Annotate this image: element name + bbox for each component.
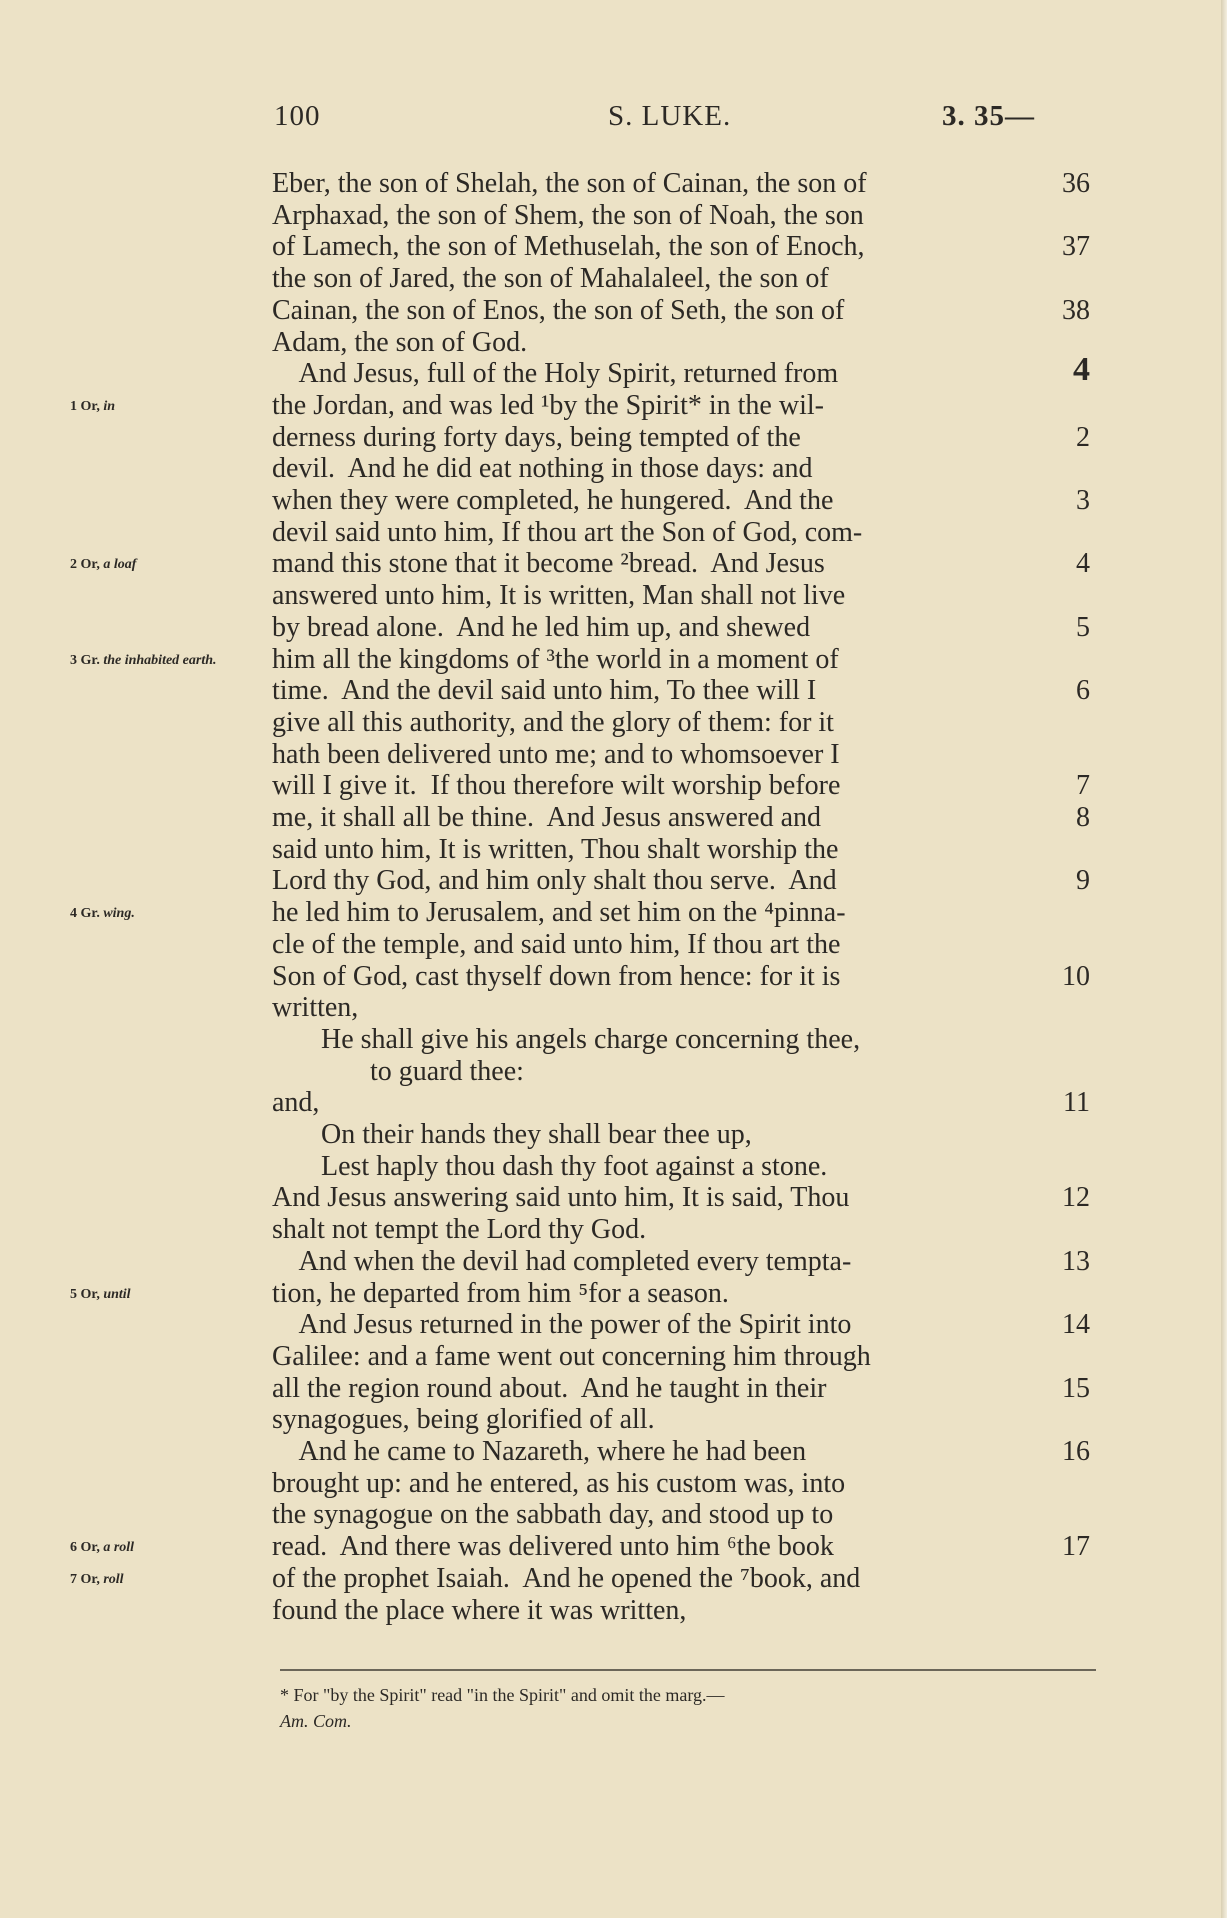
- line-text: shalt not tempt the Lord thy God.: [272, 1214, 647, 1246]
- line-text: And when the devil had completed every tempta-: [272, 1245, 852, 1277]
- text-line: [272, 1151, 1090, 1183]
- text-line: [272, 770, 1090, 802]
- page-edge: [1221, 0, 1227, 1918]
- text-line: [272, 231, 1090, 263]
- line-text: him all the kingdoms of ³the world in a moment of: [272, 643, 839, 675]
- line-text: me, it shall all be thine. And Jesus answered and: [272, 802, 821, 833]
- text-line: [272, 1468, 1090, 1500]
- note-number: 4: [70, 906, 77, 922]
- text-line: [272, 834, 1090, 866]
- text-line: [272, 1373, 1090, 1405]
- text-line: [272, 1024, 1090, 1056]
- footnote-text: * For "by the Spirit" read "in the Spirit" and omit the marg.—: [280, 1685, 725, 1705]
- text-line: [272, 485, 1090, 517]
- page-number: 100: [274, 100, 321, 132]
- verse-number: 17: [1062, 1531, 1090, 1563]
- note-text: a roll: [103, 1540, 135, 1556]
- line-text: Eber, the son of Shelah, the son of Cainan, the son of: [272, 168, 867, 199]
- margin-note: [70, 1286, 260, 1303]
- text-line: [272, 1531, 1090, 1563]
- note-text: roll: [103, 1571, 124, 1587]
- footnote: [280, 1682, 1090, 1734]
- verse-number: 11: [1063, 1087, 1090, 1119]
- text-line: [272, 168, 1090, 200]
- line-text: brought up: and he entered, as his custom was, into: [272, 1467, 846, 1499]
- text-line: [272, 865, 1090, 897]
- note-text: until: [103, 1286, 131, 1302]
- line-text: he led him to Jerusalem, and set him on the ⁴pinna-: [272, 897, 846, 929]
- text-line: [272, 1563, 1090, 1595]
- text-line: [272, 295, 1090, 327]
- note-number: 3: [70, 652, 77, 668]
- text-line: [272, 580, 1090, 612]
- verse-number: 9: [1076, 865, 1090, 897]
- text-line: [272, 675, 1090, 707]
- line-text: the son of Jared, the son of Mahalaleel, the son of: [272, 263, 829, 295]
- note-number: 7: [70, 1571, 77, 1587]
- line-text: when they were completed, he hungered. And the: [272, 485, 834, 516]
- text-line: [272, 1436, 1090, 1468]
- text-line: [272, 1087, 1090, 1119]
- text-line: [272, 1309, 1090, 1341]
- line-text: Cainan, the son of Enos, the son of Seth, the son of: [272, 294, 845, 326]
- note-text: in: [103, 398, 116, 414]
- line-text: the synagogue on the sabbath day, and stood up to: [272, 1499, 834, 1531]
- note-text: wing.: [103, 906, 135, 922]
- text-line: [272, 263, 1090, 295]
- note-number: 5: [70, 1286, 77, 1302]
- footnote-source: Am. Com.: [280, 1711, 352, 1731]
- note-label: Or,: [80, 398, 100, 414]
- line-text: all the region round about. And he taught in their: [272, 1372, 827, 1404]
- line-text: the Jordan, and was led ¹by the Spirit* in the wil-: [272, 389, 824, 421]
- line-text: of the prophet Isaiah. And he opened the ⁷book, and: [272, 1562, 861, 1594]
- chapter-number: 4: [1073, 351, 1090, 389]
- line-text: Arphaxad, the son of Shem, the son of Noah, the son: [272, 199, 864, 231]
- verse-number: 4: [1076, 548, 1090, 580]
- text-line: [272, 390, 1090, 422]
- text-line: [272, 1341, 1090, 1373]
- verse-number: 3: [1076, 485, 1090, 516]
- line-text: And Jesus answering said unto him, It is said, Thou: [272, 1182, 850, 1214]
- verse-number: 2: [1076, 421, 1090, 453]
- line-text: Son of God, cast thyself down from hence: for it is: [272, 960, 841, 992]
- line-text: And Jesus returned in the power of the Spirit into: [272, 1309, 852, 1341]
- text-line: [272, 1214, 1090, 1246]
- verse-number: 12: [1062, 1182, 1090, 1214]
- text-line: [272, 1056, 1090, 1088]
- text-line: [272, 1278, 1090, 1310]
- text-line: [272, 517, 1090, 549]
- text-line: [272, 644, 1090, 676]
- note-number: 1: [70, 398, 77, 414]
- text-line: [272, 961, 1090, 993]
- line-text: On their hands they shall bear thee up,: [272, 1119, 752, 1150]
- line-text: derness during forty days, being tempted of the: [272, 421, 801, 453]
- line-text: answered unto him, It is written, Man shall not live: [272, 580, 846, 612]
- line-text: mand this stone that it become ²bread. And Jesus: [272, 548, 825, 580]
- text-line: [272, 802, 1090, 834]
- text-line: [272, 200, 1090, 232]
- chapter-reference: 3. 35—: [942, 100, 1035, 132]
- note-label: Or,: [80, 557, 100, 573]
- text-line: [272, 612, 1090, 644]
- verse-number: 13: [1062, 1245, 1090, 1277]
- text-line: [272, 327, 1090, 359]
- verse-number: 37: [1062, 231, 1090, 263]
- text-line: [272, 422, 1090, 454]
- line-text: will I give it. If thou therefore wilt worship before: [272, 770, 841, 802]
- verse-number: 8: [1076, 802, 1090, 833]
- note-label: Gr.: [80, 652, 100, 668]
- margin-note: [70, 1571, 260, 1588]
- text-line: [272, 1119, 1090, 1151]
- line-text: devil. And he did eat nothing in those days: and: [272, 453, 813, 485]
- verse-number: 15: [1062, 1372, 1090, 1404]
- line-text: cle of the temple, and said unto him, If thou art the: [272, 928, 841, 960]
- verse-number: 14: [1062, 1309, 1090, 1341]
- line-text: Lord thy God, and him only shalt thou serve. And: [272, 865, 837, 897]
- text-line: [272, 1595, 1090, 1627]
- line-text: found the place where it was written,: [272, 1594, 687, 1626]
- text-line: [272, 992, 1090, 1024]
- margin-note: [70, 652, 260, 669]
- text-line: [272, 929, 1090, 961]
- margin-note: [70, 1539, 260, 1556]
- line-text: He shall give his angels charge concerning thee,: [272, 1023, 861, 1055]
- book-title: S. LUKE.: [608, 100, 732, 132]
- verse-number: 16: [1062, 1436, 1090, 1467]
- footnote-rule: [280, 1669, 1096, 1671]
- line-text: Lest haply thou dash thy foot against a stone.: [272, 1150, 828, 1182]
- line-text: tion, he departed from him ⁵for a season.: [272, 1277, 729, 1309]
- text-line: [272, 1404, 1090, 1436]
- text-line: [272, 707, 1090, 739]
- text-line: [272, 897, 1090, 929]
- line-text: devil said unto him, If thou art the Son of God, com-: [272, 516, 863, 548]
- line-text: time. And the devil said unto him, To thee will I: [272, 675, 817, 707]
- verse-number: 36: [1062, 168, 1090, 199]
- note-number: 2: [70, 557, 77, 573]
- line-text: give all this authority, and the glory of them: for it: [272, 706, 834, 738]
- note-label: Gr.: [80, 906, 100, 922]
- note-text: a loaf: [103, 557, 137, 573]
- text-line: [272, 1246, 1090, 1278]
- line-text: synagogues, being glorified of all.: [272, 1404, 655, 1436]
- line-text: And he came to Nazareth, where he had been: [272, 1436, 807, 1467]
- text-line: [272, 548, 1090, 580]
- text-line: [272, 351, 1090, 390]
- note-label: Or,: [80, 1540, 100, 1556]
- note-text: the inhabited earth.: [103, 652, 217, 668]
- text-line: [272, 739, 1090, 771]
- verse-number: 7: [1076, 770, 1090, 802]
- line-text: said unto him, It is written, Thou shalt worship the: [272, 833, 839, 865]
- text-line: [272, 1499, 1090, 1531]
- verse-number: 10: [1062, 960, 1090, 992]
- margin-note: [70, 398, 260, 415]
- text-line: [272, 1182, 1090, 1214]
- verse-number: 38: [1062, 294, 1090, 326]
- text-line: [272, 453, 1090, 485]
- note-label: Or,: [80, 1286, 100, 1302]
- running-header: [270, 100, 1070, 144]
- line-text: to guard thee:: [272, 1055, 524, 1087]
- line-text: written,: [272, 992, 359, 1024]
- line-text: Adam, the son of God.: [272, 326, 528, 358]
- margin-note: [70, 905, 260, 922]
- line-text: Galilee: and a fame went out concerning him through: [272, 1340, 871, 1372]
- line-text: of Lamech, the son of Methuselah, the son of Enoch,: [272, 231, 865, 263]
- line-text: and,: [272, 1087, 320, 1119]
- note-number: 6: [70, 1540, 77, 1556]
- line-text: hath been delivered unto me; and to whomsoever I: [272, 738, 840, 770]
- verse-number: 5: [1076, 611, 1090, 643]
- verse-number: 6: [1076, 675, 1090, 707]
- line-text: read. And there was delivered unto him ⁶the book: [272, 1531, 834, 1563]
- line-text: And Jesus, full of the Holy Spirit, returned from: [272, 358, 839, 390]
- margin-note: [70, 556, 260, 573]
- note-label: Or,: [80, 1571, 100, 1587]
- line-text: by bread alone. And he led him up, and shewed: [272, 611, 811, 643]
